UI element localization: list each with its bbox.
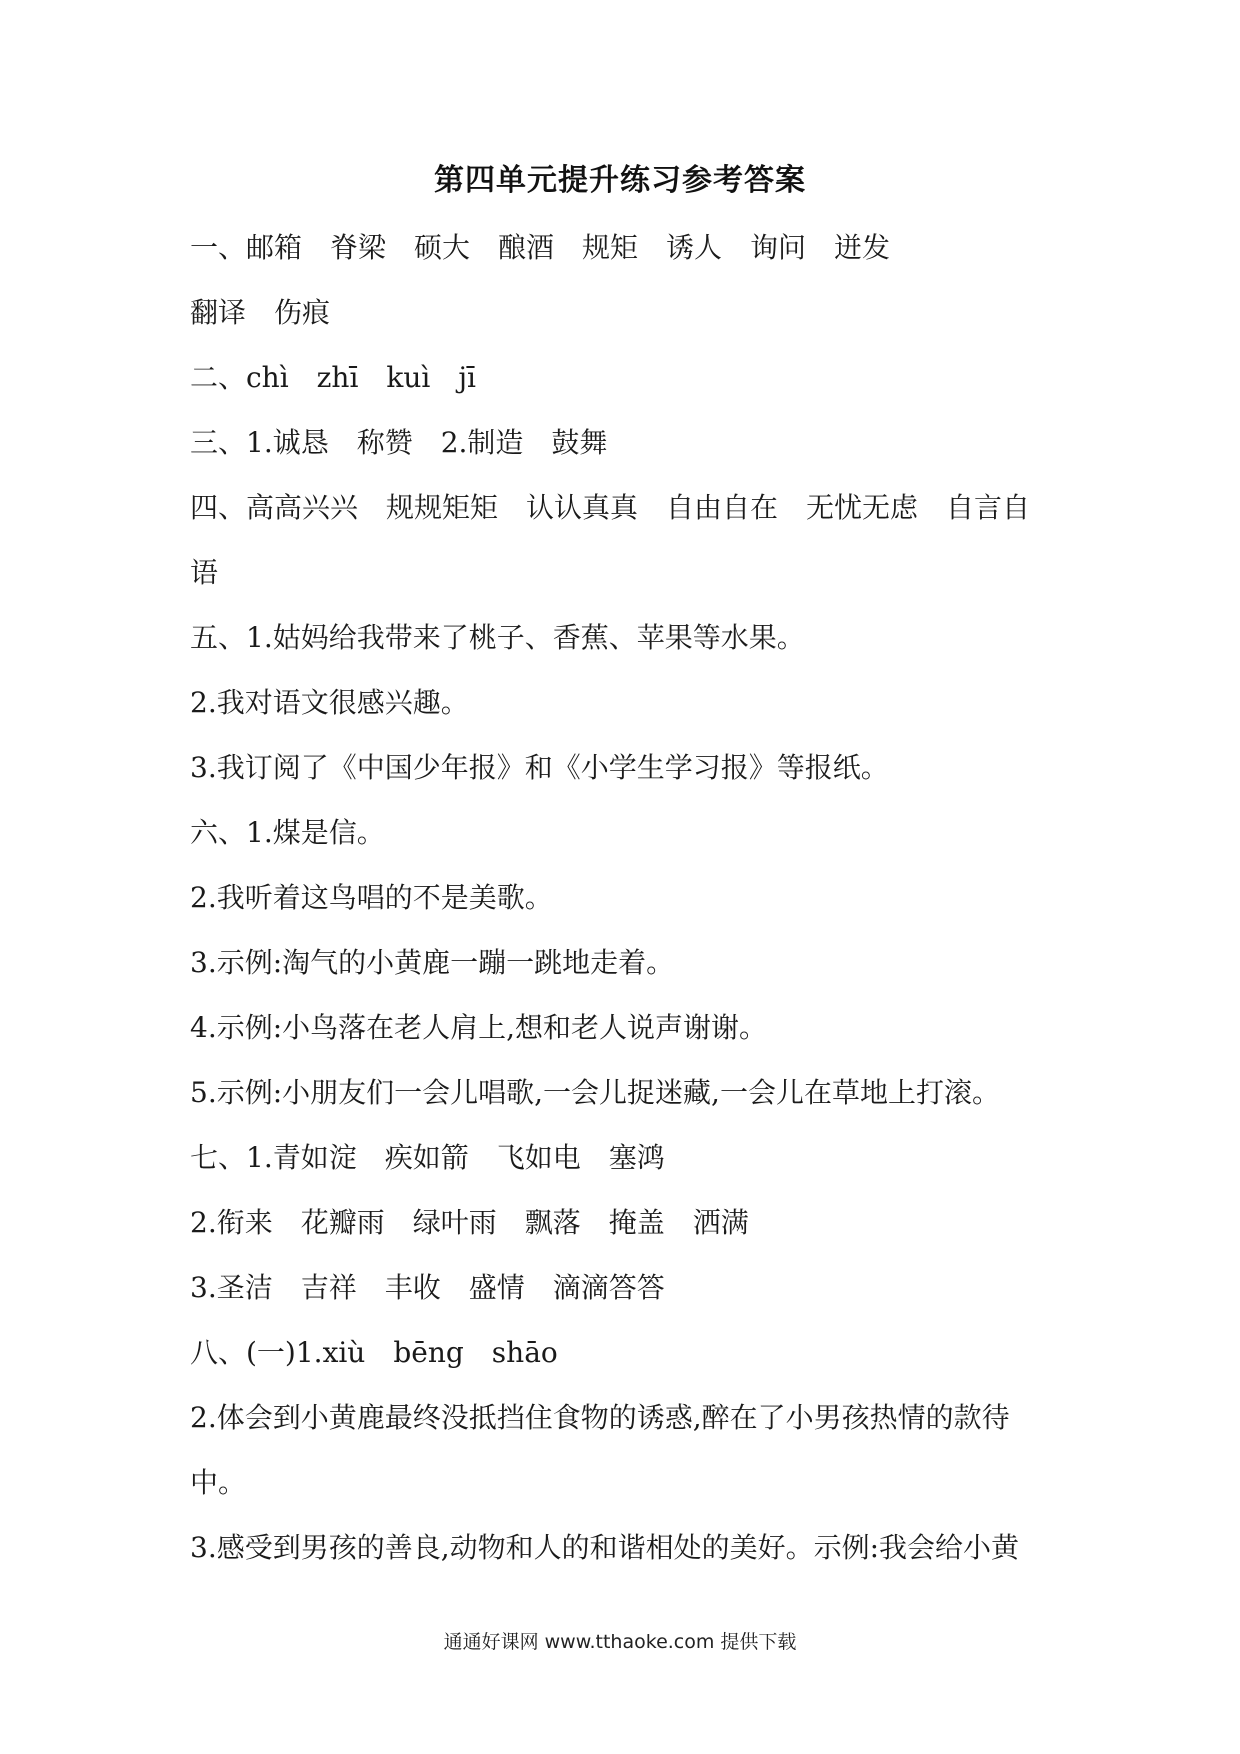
answer-line: 五、1.姑妈给我带来了桃子、香蕉、苹果等水果。 (190, 621, 805, 654)
answer-line: 二、chì zhī kuì jī (190, 361, 477, 394)
page-title: 第四单元提升练习参考答案 (434, 163, 806, 198)
answer-line: 七、1.青如淀 疾如箭 飞如电 塞鸿 (190, 1141, 665, 1174)
answer-line: 2.我听着这鸟唱的不是美歌。 (190, 881, 553, 914)
answer-line: 4.示例:小鸟落在老人肩上,想和老人说声谢谢。 (190, 1011, 768, 1044)
answer-line: 中。 (190, 1466, 247, 1499)
page-footer: 通通好课网 www.tthaoke.com 提供下载 (443, 1631, 797, 1653)
answer-line: 5.示例:小朋友们一会儿唱歌,一会儿捉迷藏,一会儿在草地上打滚。 (190, 1076, 1000, 1109)
answer-line: 八、(一)1.xiù bēng shāo (190, 1336, 558, 1369)
answer-line: 三、1.诚恳 称赞 2.制造 鼓舞 (190, 426, 608, 459)
answer-line: 六、1.煤是信。 (190, 816, 385, 849)
answer-line: 3.我订阅了《中国少年报》和《小学生学习报》等报纸。 (190, 751, 889, 784)
answer-line: 2.衔来 花瓣雨 绿叶雨 飘落 掩盖 洒满 (190, 1206, 749, 1239)
answer-line: 3.圣洁 吉祥 丰收 盛情 滴滴答答 (190, 1271, 665, 1304)
answer-line: 3.示例:淘气的小黄鹿一蹦一跳地走着。 (190, 946, 675, 979)
answer-line: 2.体会到小黄鹿最终没抵挡住食物的诱惑,醉在了小男孩热情的款待 (190, 1401, 1010, 1434)
answer-line: 3.感受到男孩的善良,动物和人的和谐相处的美好。示例:我会给小黄 (190, 1531, 1020, 1564)
answer-line: 一、邮箱 脊梁 硕大 酿酒 规矩 诱人 询问 迸发 (190, 231, 891, 264)
answer-line: 翻译 伤痕 (190, 296, 331, 329)
answer-line: 四、高高兴兴 规规矩矩 认认真真 自由自在 无忧无虑 自言自 (190, 491, 1031, 524)
answer-line: 2.我对语文很感兴趣。 (190, 686, 469, 719)
answer-line: 语 (190, 556, 219, 589)
